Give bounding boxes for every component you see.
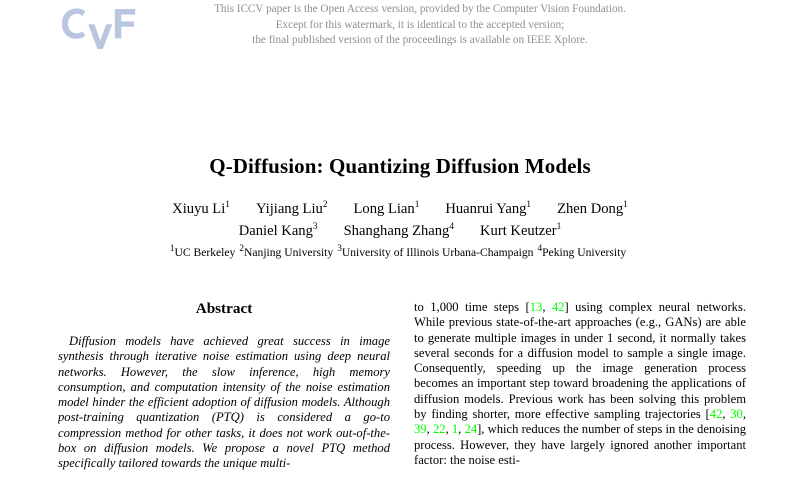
author-affiliation-marker: 1 [623,200,628,211]
affiliation-item: $^3$University of Illinois Urbana-Champaign [337,244,534,259]
affiliation-marker: 2 [239,244,244,255]
cvf-logo-icon [44,2,144,54]
author-list [0,198,800,242]
author-name: Xiuyu Li$^1$ [172,200,230,217]
introduction-text: to 1,000 time steps [13, 42] using complex neural networks. While previous state-of-the-art approaches (e.g., GANs) are able to generate multiple images in under 1 second, it normally takes several seconds for a diffusion model to sample a single image. Consequently, speeding up the image generation process becomes an important step toward broadening the applications of diffusion models. Previous work has been solving this problem by finding shorter, more effective sampling trajectories [42, 30, 39, 22, 1, 24], which reduces the number of steps in the denoising process. However, they have largely ignored another important factor: the noise esti- [414,300,746,467]
author-name: Huanrui Yang$^1$ [445,200,532,217]
right-column [414,300,746,492]
abstract-heading: Abstract [195,300,253,317]
author-name: Kurt Keutzer$^1$ [480,222,562,239]
author-affiliation-marker: 4 [449,222,455,233]
citation-link[interactable]: 30 [730,407,743,422]
affiliation-marker: 4 [537,244,543,255]
citation-link[interactable]: 39 [414,422,427,437]
author-affiliation-marker: 1 [414,200,420,211]
author-affiliation-marker: 1 [225,200,230,211]
citation-link[interactable]: 1 [451,422,459,437]
affiliation-marker: 3 [337,244,342,255]
author-name: Daniel Kang$^3$ [238,222,318,239]
author-name: Zhen Dong$^1$ [557,200,628,217]
author-name: Yijiang Liu$^2$ [255,200,328,217]
citation-link[interactable]: 42 [709,407,723,422]
affiliation-item: $^4$Peking University [537,244,627,259]
watermark-line-2: Except for this watermark, it is identical to the accepted version; [275,18,565,31]
open-access-watermark [150,2,690,49]
author-name: Long Lian$^1$ [353,200,420,217]
affiliation-item: $^1$UC Berkeley [169,244,236,259]
body-columns [58,300,746,492]
left-column [58,300,390,492]
citation-link[interactable]: 42 [551,300,565,314]
watermark-line-3: the final published version of the proceedings is available on IEEE Xplore. [252,34,588,47]
affiliation-marker: 1 [169,244,175,255]
author-row-1 [0,198,800,220]
citation-link[interactable]: 22 [432,422,446,437]
citation-link[interactable]: 24 [464,422,478,437]
affiliation-list [0,246,800,259]
paper-title: Q-Diffusion: Quantizing Diffusion Models [209,154,591,179]
author-affiliation-marker: 1 [526,200,532,211]
author-affiliation-marker: 3 [312,222,318,233]
citation-link[interactable]: 13 [529,300,543,314]
author-affiliation-marker: 2 [322,200,328,211]
abstract-text: Diffusion models have achieved great success in image synthesis through iterative noise estimation using deep neural networks. However, the slow inference, high memory consumption, and computation intensity of the noise estimation model hinder the efficient adoption of diffusion models. Although post-training quantization (PTQ) is considered a go-to compression method for other tasks, it does not work out-of-the-box on diffusion models. We propose a novel PTQ method specifically tailored towards the unique multi- [58,334,390,471]
author-affiliation-marker: 1 [556,222,562,233]
watermark-line-1: This ICCV paper is the Open Access version, provided by the Computer Vision Foundation. [214,3,626,15]
affiliation-item: $^2$Nanjing University [239,244,334,259]
author-row-2 [0,220,800,242]
author-name: Shanghang Zhang$^4$ [343,222,455,239]
